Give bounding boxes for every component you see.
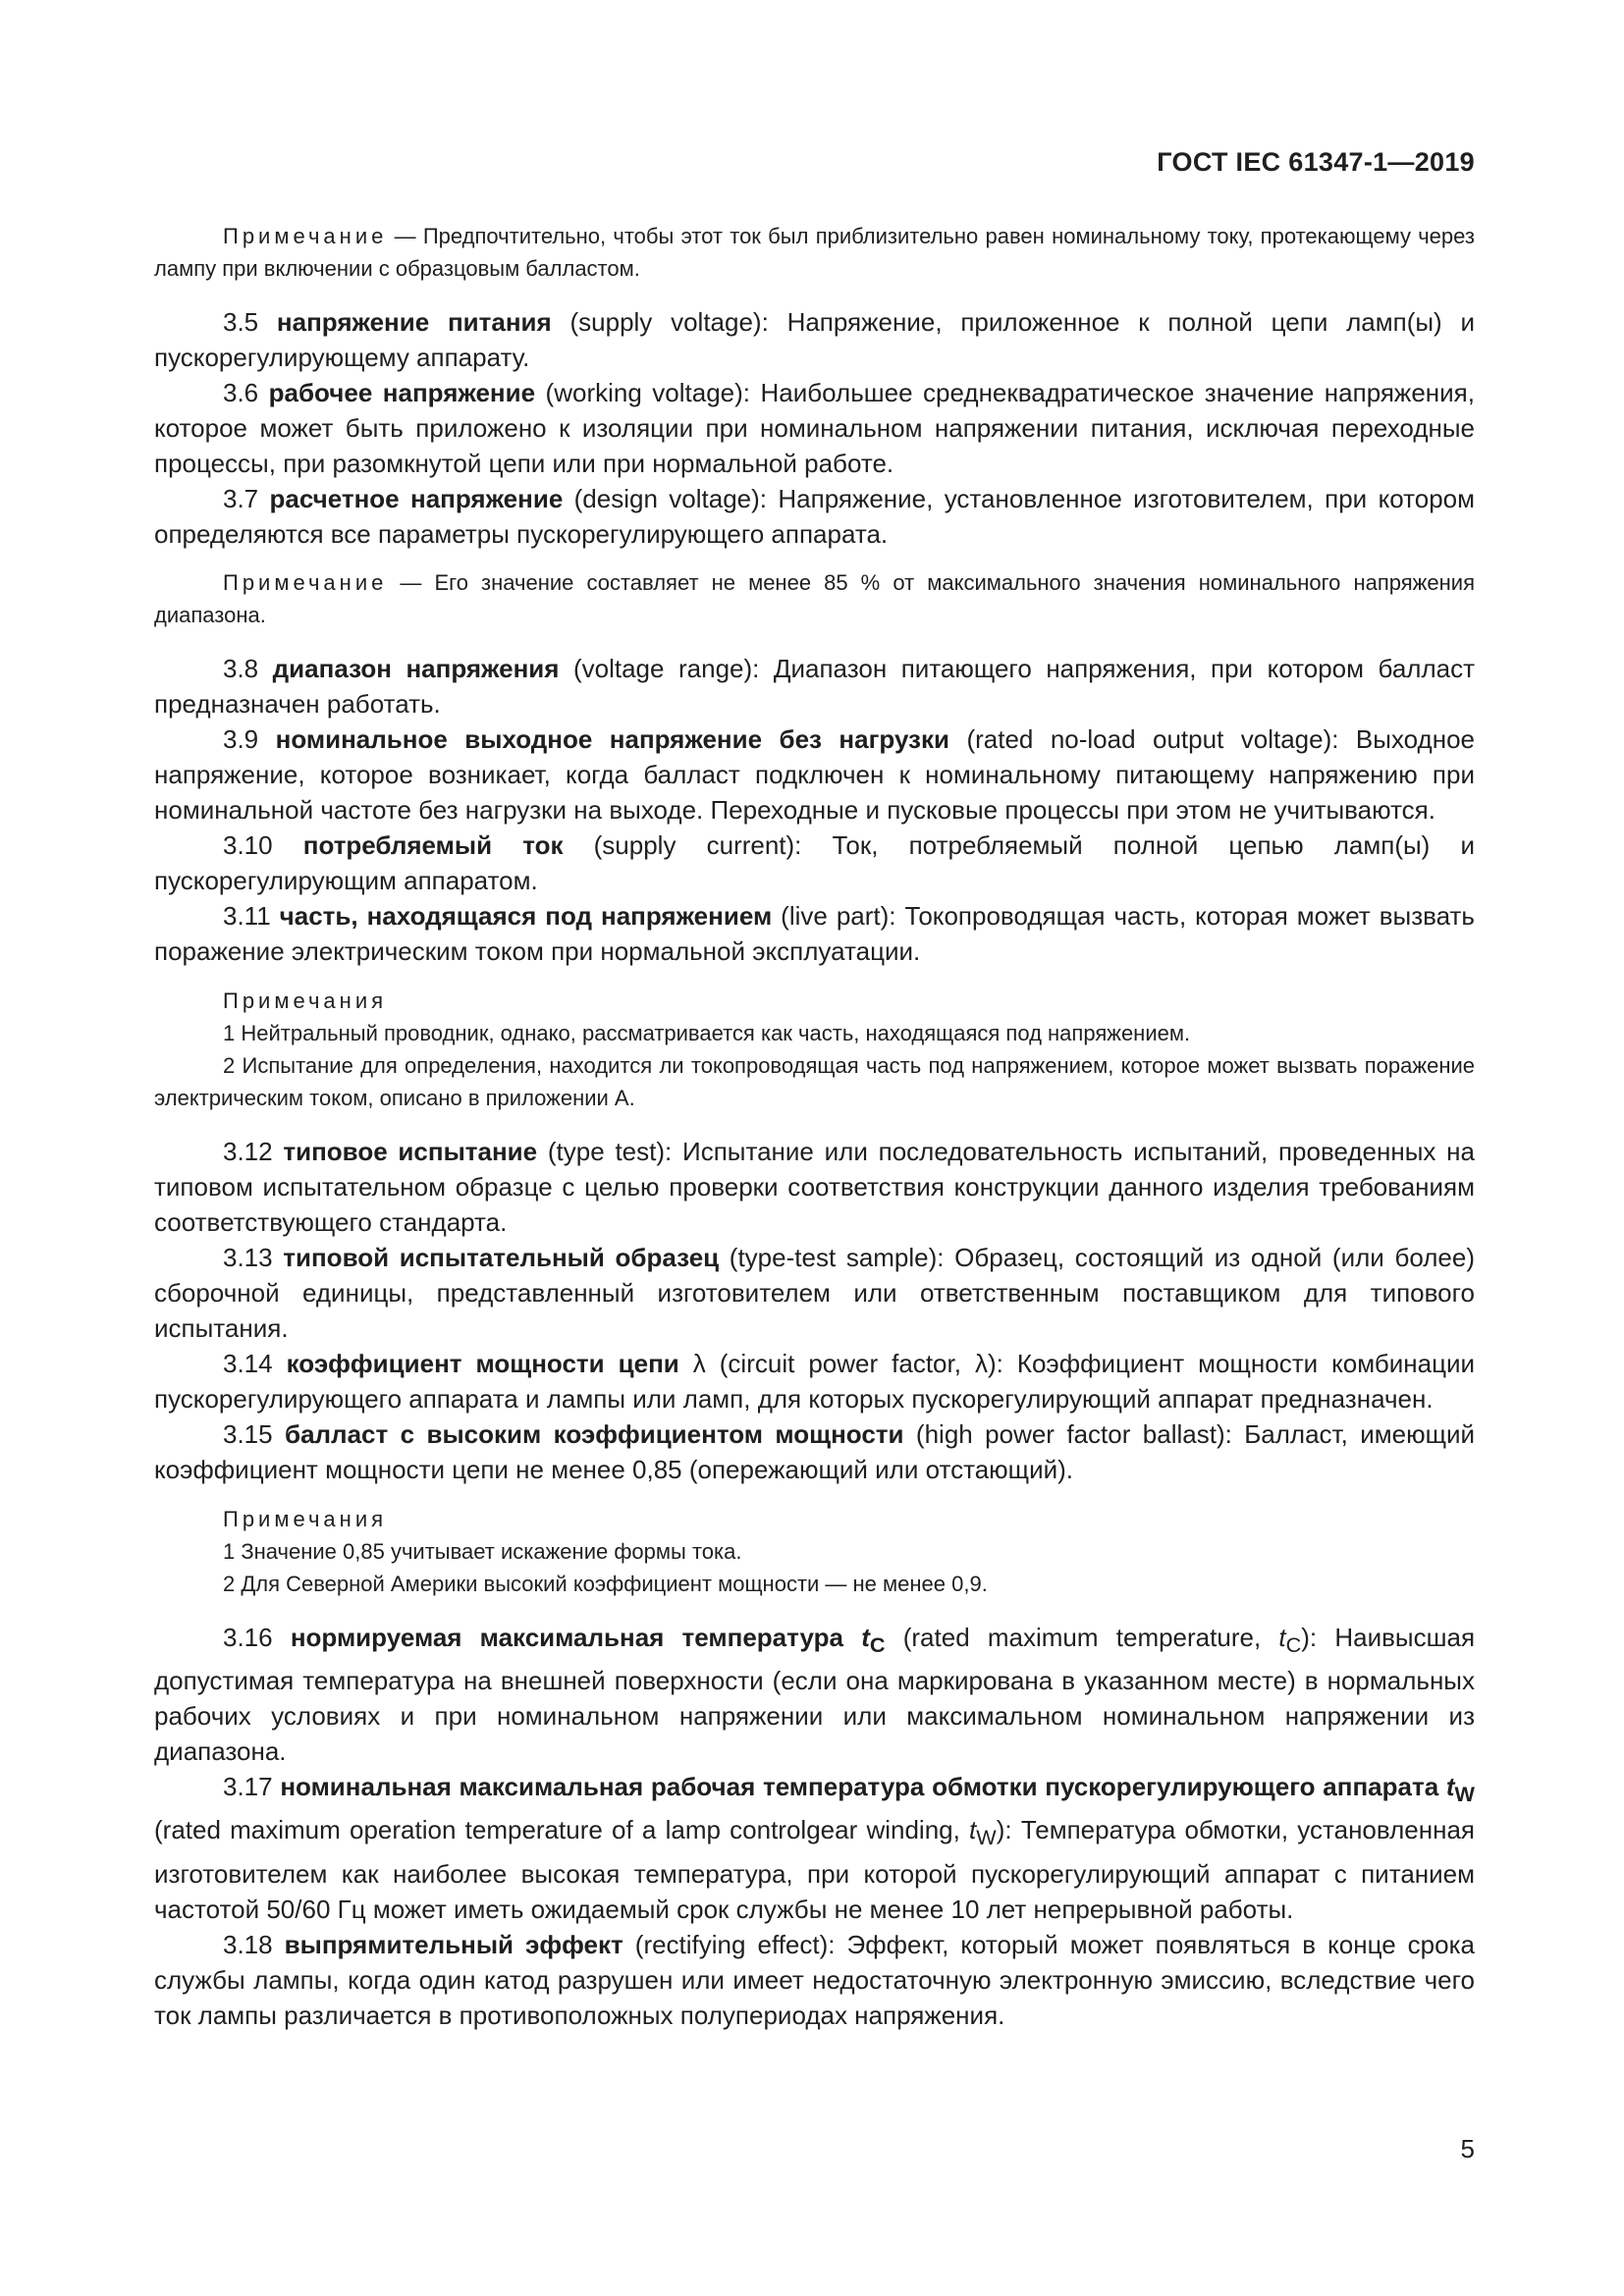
term-number: 3.13: [223, 1243, 284, 1272]
term-3-15: [154, 1416, 1475, 1487]
term-number: 3.8: [223, 654, 273, 683]
note-item: 2 Испытание для определения, находится ли токопроводящая часть под напряжением, которое может вызвать поражение электрическим током, описано в приложении А.: [154, 1053, 1475, 1110]
notes-live-part: [154, 985, 1475, 1114]
term-title: рабочее напряжение: [268, 378, 536, 407]
note-item: 1 Нейтральный проводник, однако, рассматривается как часть, находящаяся под напряжением.: [223, 1021, 1191, 1045]
term-3-6: [154, 375, 1475, 481]
symbol-subscript: C: [869, 1632, 886, 1658]
term-3-13: [154, 1240, 1475, 1346]
symbol: t: [861, 1623, 870, 1652]
term-definition: (rated maximum temperature,: [885, 1623, 1279, 1652]
term-3-12: [154, 1134, 1475, 1240]
term-number: 3.18: [223, 1929, 285, 1959]
note-design-voltage: [154, 567, 1475, 631]
term-number: 3.6: [223, 378, 269, 407]
term-3-5: [154, 304, 1475, 375]
term-definition: (rated maximum operation temperature of a lamp controlgear winding,: [154, 1815, 970, 1845]
term-title: номинальная максимальная рабочая температура обмотки пускорегулирующего аппарата: [280, 1772, 1446, 1802]
symbol: t: [1278, 1623, 1286, 1652]
term-definition: (high power factor ballast): Балласт, имеющий коэффициент мощности цепи не менее 0,85 (опережающий или отстающий).: [154, 1419, 1476, 1484]
symbol: t: [969, 1815, 977, 1845]
term-title: типовое испытание: [283, 1137, 538, 1166]
term-title: номинальное выходное напряжение без нагрузки: [275, 724, 949, 754]
term-definition: (type-test sample): Образец, состоящий из одной (или более) сборочной единицы, представленный изготовителем или ответственным поставщиком для типового испытания.: [154, 1243, 1475, 1343]
term-number: 3.10: [223, 830, 303, 860]
term-title: потребляемый ток: [302, 830, 564, 860]
term-number: 3.5: [223, 307, 277, 337]
term-number: 3.9: [223, 724, 276, 754]
page-content: [154, 221, 1475, 2033]
term-number: 3.11: [223, 901, 280, 931]
term-title: коэффициент мощности цепи: [286, 1349, 679, 1378]
term-3-8: [154, 651, 1475, 721]
note-label: Примечание: [223, 570, 388, 595]
note-item: 1 Значение 0,85 учитывает искажение формы тока.: [223, 1539, 742, 1564]
term-definition: ): Температура обмотки, установленная изготовителем как наиболее высокая температура, при которой пускорегулирующий аппарат с питанием частотой 50/60 Гц может иметь ожидаемый срок службы не менее 10 лет непрерывной работы.: [154, 1815, 1475, 1924]
term-title: типовой испытательный образец: [283, 1243, 720, 1272]
term-definition: (rectifying effect): Эффект, который может появляться в конце срока службы лампы, когда один катод разрушен или имеет недостаточную электронную эмиссию, вследствие чего ток лампы различается в противоположных полупериодах напряжения.: [154, 1929, 1475, 2030]
term-3-14: [154, 1346, 1475, 1416]
notes-heading: Примечания: [223, 1507, 388, 1531]
term-title: диапазон напряжения: [272, 654, 560, 683]
term-3-9: [154, 721, 1475, 828]
term-number: 3.7: [223, 484, 270, 513]
page-number: 5: [1460, 2134, 1475, 2163]
term-3-18: [154, 1927, 1475, 2033]
term-definition: (design voltage): Напряжение, установленное изготовителем, при котором определяются все параметры пускорегулирующего аппарата.: [154, 484, 1475, 549]
term-definition: λ (circuit power factor, λ): Коэффициент мощности комбинации пускорегулирующего аппарата и лампы или ламп, для которых пускорегулирующий аппарат предназначен.: [154, 1349, 1476, 1414]
term-number: 3.15: [223, 1419, 286, 1449]
term-3-17: [154, 1769, 1475, 1926]
term-number: 3.14: [223, 1349, 287, 1378]
term-title: часть, находящаяся под напряжением: [279, 901, 773, 931]
note-item: 2 Для Северной Америки высокий коэффициент мощности — не менее 0,9.: [223, 1572, 988, 1596]
notes-power-factor: [154, 1503, 1475, 1600]
document-id-header: ГОСТ IEC 61347-1—2019: [1157, 147, 1475, 177]
term-title: нормируемая максимальная температура: [290, 1623, 862, 1652]
term-3-10: [154, 828, 1475, 898]
term-title: расчетное напряжение: [269, 484, 564, 513]
term-title: напряжение питания: [276, 307, 552, 337]
term-definition: (live part): Токопроводящая часть, которая может вызвать поражение электрическим током при нормальной эксплуатации.: [154, 901, 1475, 966]
term-3-11: [154, 898, 1475, 969]
term-definition: (supply current): Ток, потребляемый полной цепью ламп(ы) и пускорегулирующим аппаратом.: [154, 830, 1475, 895]
term-definition: (type test): Испытание или последовательность испытаний, проведенных на типовом испытательном образце с целью проверки соответствия конструкции данного изделия требованиям соответствующего стандарта.: [154, 1137, 1476, 1237]
term-definition: ): Наивысшая допустимая температура на внешней поверхности (если она маркирована в указанном месте) в нормальных рабочих условиях и при номинальном напряжении или максимальном номинальном напряжении из диапазона.: [154, 1623, 1476, 1767]
note-text: — Его значение составляет не менее 85 % от максимального значения номинального напряжения диапазона.: [154, 570, 1475, 627]
term-number: 3.12: [223, 1137, 284, 1166]
symbol: t: [1445, 1772, 1455, 1802]
note-label: Примечание: [223, 224, 388, 248]
term-title: балласт с высоким коэффициентом мощности: [285, 1419, 904, 1449]
symbol-subscript: W: [1454, 1782, 1475, 1807]
note-text: — Предпочтительно, чтобы этот ток был приблизительно равен номинальному току, протекающему через лампу при включении с образцовым балластом.: [154, 224, 1475, 281]
term-title: выпрямительный эффект: [284, 1929, 623, 1959]
term-definition: (voltage range): Диапазон питающего напряжения, при котором балласт предназначен работать.: [154, 654, 1475, 719]
symbol-subscript: C: [1285, 1632, 1302, 1658]
symbol-subscript: W: [976, 1825, 997, 1850]
term-number: 3.16: [223, 1623, 291, 1652]
term-definition: (working voltage): Наибольшее среднеквадратическое значение напряжения, которое может быть приложено к изоляции при номинальном напряжении питания, исключая переходные процессы, при разомкнутой цепи или при нормальной работе.: [154, 378, 1475, 478]
notes-heading: Примечания: [223, 988, 388, 1013]
term-3-7: [154, 481, 1475, 552]
term-definition: (supply voltage): Напряжение, приложенное к полной цепи ламп(ы) и пускорегулирующему аппарату.: [154, 307, 1475, 372]
note-current: [154, 221, 1475, 285]
term-number: 3.17: [223, 1772, 281, 1802]
term-3-16: [154, 1620, 1475, 1769]
term-definition: (rated no-load output voltage): Выходное напряжение, которое возникает, когда балласт подключен к номинальному питающему напряжению при номинальной частоте без нагрузки на выходе. Переходные и пусковые процессы при этом не учитываются.: [154, 724, 1475, 825]
